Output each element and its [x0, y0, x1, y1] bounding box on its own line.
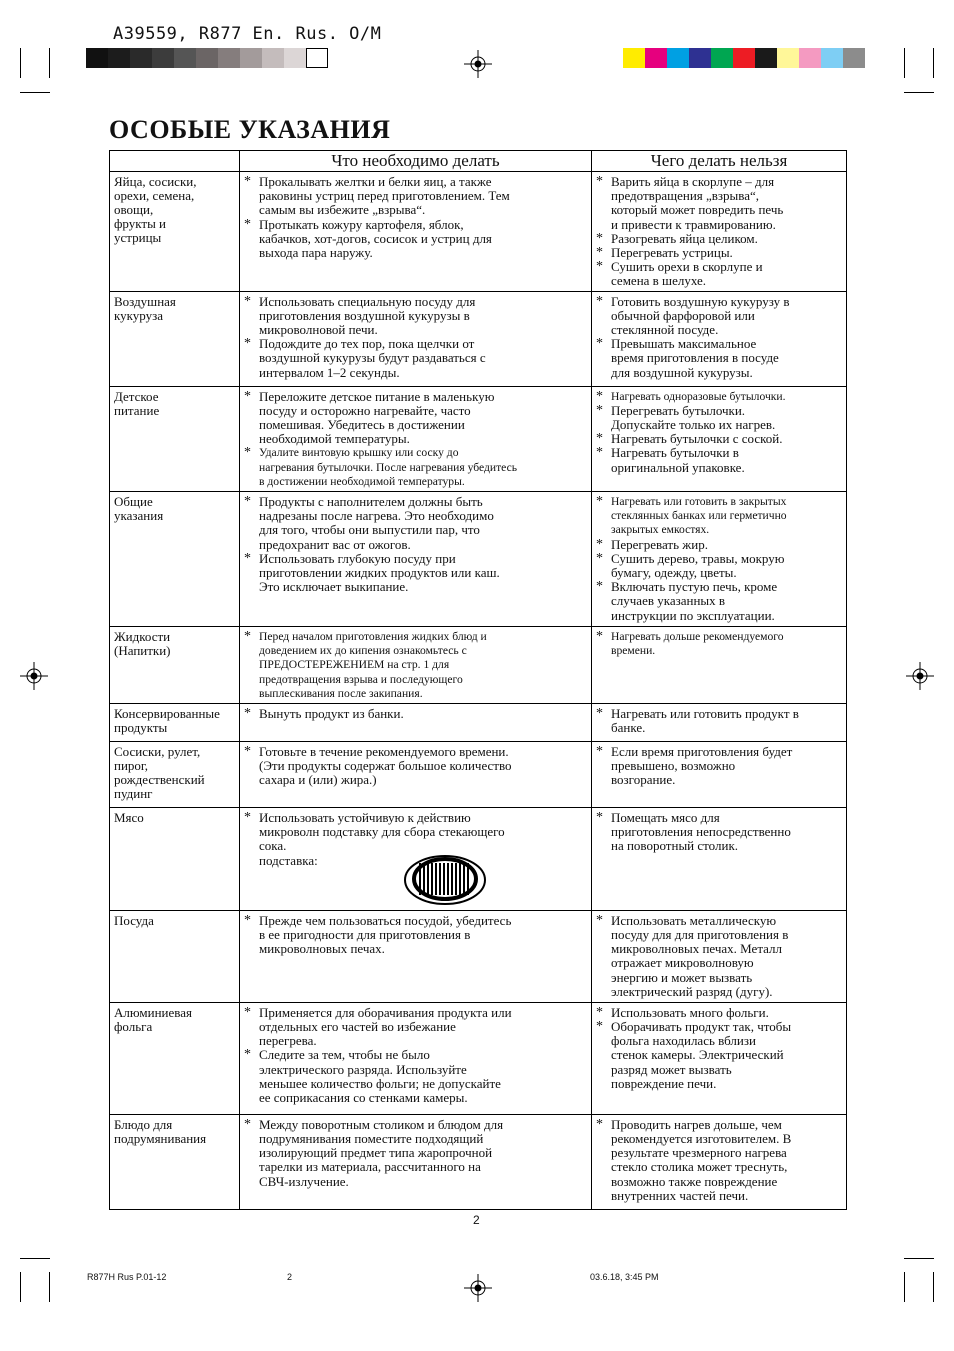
- table-row: [110, 627, 847, 704]
- row-category: Мясо: [110, 808, 240, 911]
- dont-cell: [592, 492, 847, 627]
- do-cell: [240, 386, 592, 491]
- dont-cell: [592, 1114, 847, 1209]
- table-row: [110, 742, 847, 808]
- row-category: Жидкости (Напитки): [110, 627, 240, 704]
- footer-datetime: 03.6.18, 3:45 PM: [590, 1272, 659, 1282]
- dont-bullet: * Нагревать бутылочки в оригинальной упаковке.: [596, 446, 842, 474]
- do-cell: [240, 1002, 592, 1114]
- table-row: [110, 704, 847, 742]
- do-bullet: * Прежде чем пользоваться посудой, убедитесь в ее пригодности для приготовления в микроволновых печах.: [244, 914, 587, 957]
- color-swatch: [777, 48, 799, 68]
- dont-bullet: * Нагревать или готовить в закрытых стеклянных банках или герметично закрытых емкостях.: [596, 495, 842, 538]
- do-cell: [240, 492, 592, 627]
- registration-mark-right: [906, 662, 934, 690]
- do-cell: [240, 172, 592, 292]
- row-category: Сосиски, рулет, пирог, рождественский пудинг: [110, 742, 240, 808]
- do-bullet: * Между поворотным столиком и блюдом для подрумянивания поместите подходящий изолирующий предмет типа жаропрочной тарелки из материала, рассчитанного на СВЧ-излучение.: [244, 1118, 587, 1189]
- table-row: [110, 172, 847, 292]
- dont-bullet: * Нагревать дольше рекомендуемого времени.: [596, 630, 842, 658]
- table-row: [110, 1002, 847, 1114]
- dont-bullet: * Использовать металлическую посуду для для приготовления в микроволновых печах. Металл отражает микроволновую энергию и может вызвать электрический разряд (дугу).: [596, 914, 842, 999]
- color-swatch: [623, 48, 645, 68]
- dont-bullet: * Готовить воздушную кукурузу в обычной фарфоровой или стеклянной посуде.: [596, 295, 842, 338]
- gray-swatch: [108, 48, 130, 68]
- do-cell: [240, 808, 592, 911]
- gray-swatch: [262, 48, 284, 68]
- dont-cell: [592, 1002, 847, 1114]
- footer-filename: R877H Rus P.01-12: [87, 1272, 167, 1282]
- row-category: Общие указания: [110, 492, 240, 627]
- dont-cell: [592, 627, 847, 704]
- row-category: Посуда: [110, 910, 240, 1002]
- color-swatch: [733, 48, 755, 68]
- gray-swatch: [240, 48, 262, 68]
- dont-bullet: * Использовать много фольги.: [596, 1006, 842, 1020]
- dont-bullet: * Разогревать яйца целиком.: [596, 232, 842, 246]
- do-bullet: * Прокалывать желтки и белки яиц, а также раковины устриц перед приготовлением. Тем самым вы избежите „взрыва“.: [244, 175, 587, 218]
- dont-cell: [592, 172, 847, 292]
- gray-swatch: [218, 48, 240, 68]
- do-bullet: * Готовьте в течение рекомендуемого времени. (Эти продукты содержат большое количество сахара и (или) жира.): [244, 745, 587, 788]
- dont-cell: [592, 704, 847, 742]
- dont-bullet: * Перегревать бутылочки. Допускайте только их нагрев.: [596, 404, 842, 432]
- row-category: Консервированные продукты: [110, 704, 240, 742]
- dont-bullet: * Перегревать устрицы.: [596, 246, 842, 260]
- table-row: [110, 1114, 847, 1209]
- do-cell: [240, 1114, 592, 1209]
- dont-bullet: * Если время приготовления будет превышено, возможно возгорание.: [596, 745, 842, 788]
- header-category: [110, 151, 240, 172]
- do-cell: [240, 910, 592, 1002]
- color-swatch: [645, 48, 667, 68]
- do-cell: [240, 291, 592, 386]
- do-bullet: * Подождите до тех пор, пока щелчки от воздушной кукурузы будут раздаваться с интервалом 1–2 секунды.: [244, 337, 587, 380]
- do-cell: [240, 742, 592, 808]
- do-bullet: * Следите за тем, чтобы не было электрического разряда. Используйте меньшее количество фольги; не допускайте ее соприкасания со стенками камеры.: [244, 1048, 587, 1105]
- dont-bullet: * Оборачивать продукт так, чтобы фольга находилась вблизи стенок камеры. Электрический разряд может вызвать повреждение печи.: [596, 1020, 842, 1091]
- table-row: [110, 910, 847, 1002]
- page-title: ОСОБЫЕ УКАЗАНИЯ: [109, 115, 391, 144]
- dont-cell: [592, 291, 847, 386]
- dont-bullet: * Нагревать одноразовые бутылочки.: [596, 390, 842, 404]
- table-row: [110, 291, 847, 386]
- dont-bullet: * Перегревать жир.: [596, 538, 842, 552]
- row-category: Яйца, сосиски, орехи, семена, овощи, фрукты и устрицы: [110, 172, 240, 292]
- header-dont: Чего делать нельзя: [592, 151, 847, 172]
- color-swatch: [821, 48, 843, 68]
- do-bullet: * Перед началом приготовления жидких блюд и доведением их до кипения ознакомьтесь с ПРЕДОСТЕРЕЖЕНИЕМ на стр. 1 для предотвращения взрыва и последующего выплескивания после закипания.: [244, 630, 587, 701]
- dont-bullet: * Помещать мясо для приготовления непосредственно на поворотный столик.: [596, 811, 842, 854]
- registration-mark-top: [464, 50, 492, 78]
- registration-mark-left: [20, 662, 48, 690]
- header-do: Что необходимо делать: [240, 151, 592, 172]
- dont-bullet: * Нагревать или готовить продукт в банке.: [596, 707, 842, 735]
- do-cell: [240, 627, 592, 704]
- color-swatch: [755, 48, 777, 68]
- page-number: 2: [473, 1213, 480, 1227]
- dont-bullet: * Превышать максимальное время приготовления в посуде для воздушной кукурузы.: [596, 337, 842, 380]
- do-bullet: * Протыкать кожуру картофеля, яблок, кабачков, хот-догов, сосисок и устриц для выхода пара наружу.: [244, 218, 587, 261]
- dont-bullet: * Проводить нагрев дольше, чем рекомендуется изготовителем. В результате чрезмерного нагрева стекло столика может треснуть, возможно также повреждение внутренних частей печи.: [596, 1118, 842, 1203]
- dont-bullet: * Включать пустую печь, кроме случаев указанных в инструкции по эксплуатации.: [596, 580, 842, 623]
- do-cell: [240, 704, 592, 742]
- dont-cell: [592, 910, 847, 1002]
- gray-swatch: [284, 48, 306, 68]
- table-header-row: [110, 151, 847, 172]
- gray-swatch: [130, 48, 152, 68]
- row-category: Детское питание: [110, 386, 240, 491]
- print-job-code: A39559, R877 En. Rus. O/M: [113, 24, 382, 44]
- table-row: [110, 808, 847, 911]
- color-swatch: [799, 48, 821, 68]
- do-bullet: * Продукты с наполнителем должны быть надрезаны после нагрева. Это необходимо для того, чтобы они выпустили пар, что предохранит вас от ожогов.: [244, 495, 587, 552]
- gray-swatch: [196, 48, 218, 68]
- do-bullet: * Использовать глубокую посуду при приготовлении жидких продуктов или каш. Это исключает выкипание.: [244, 552, 587, 595]
- table-row: [110, 386, 847, 491]
- dont-bullet: * Сушить дерево, травы, мокрую бумагу, одежду, цветы.: [596, 552, 842, 580]
- row-category: Воздушная кукуруза: [110, 291, 240, 386]
- do-bullet: * Использовать специальную посуду для приготовления воздушной кукурузы в микроволновой печи.: [244, 295, 587, 338]
- dont-bullet: * Варить яйца в скорлупе – для предотвращения „взрыва“, который может повредить печь и привести к травмированию.: [596, 175, 842, 232]
- do-bullet: * Удалите винтовую крышку или соску до нагревания бутылочки. После нагревания убедитесь в достижении необходимой температуры.: [244, 446, 587, 489]
- registration-mark-bottom: [464, 1274, 492, 1302]
- row-category: Блюдо для подрумянивания: [110, 1114, 240, 1209]
- dont-bullet: * Нагревать бутылочки с соской.: [596, 432, 842, 446]
- gray-swatch: [306, 48, 328, 68]
- dont-cell: [592, 808, 847, 911]
- do-bullet: * Переложите детское питание в маленькую посуду и осторожно нагревайте, часто помешивая. Убедитесь в достижении необходимой температуры.: [244, 390, 587, 447]
- do-bullet: * Использовать устойчивую к действию микроволн подставку для сбора стекающего сока. подставка:: [244, 811, 587, 868]
- row-category: Алюминиевая фольга: [110, 1002, 240, 1114]
- table-row: [110, 492, 847, 627]
- dont-cell: [592, 386, 847, 491]
- do-bullet: * Применяется для оборачивания продукта или отдельных его частей во избежание перегрева.: [244, 1006, 587, 1049]
- color-swatch: [843, 48, 865, 68]
- dont-bullet: * Сушить орехи в скорлупе и семена в шелухе.: [596, 260, 842, 288]
- dont-cell: [592, 742, 847, 808]
- color-swatch: [711, 48, 733, 68]
- do-bullet: * Вынуть продукт из банки.: [244, 707, 587, 721]
- gray-swatch: [152, 48, 174, 68]
- color-swatch: [667, 48, 689, 68]
- color-swatch: [689, 48, 711, 68]
- special-instructions-table: [109, 150, 847, 1210]
- footer-page: 2: [287, 1272, 293, 1282]
- gray-swatch: [86, 48, 108, 68]
- gray-swatch: [174, 48, 196, 68]
